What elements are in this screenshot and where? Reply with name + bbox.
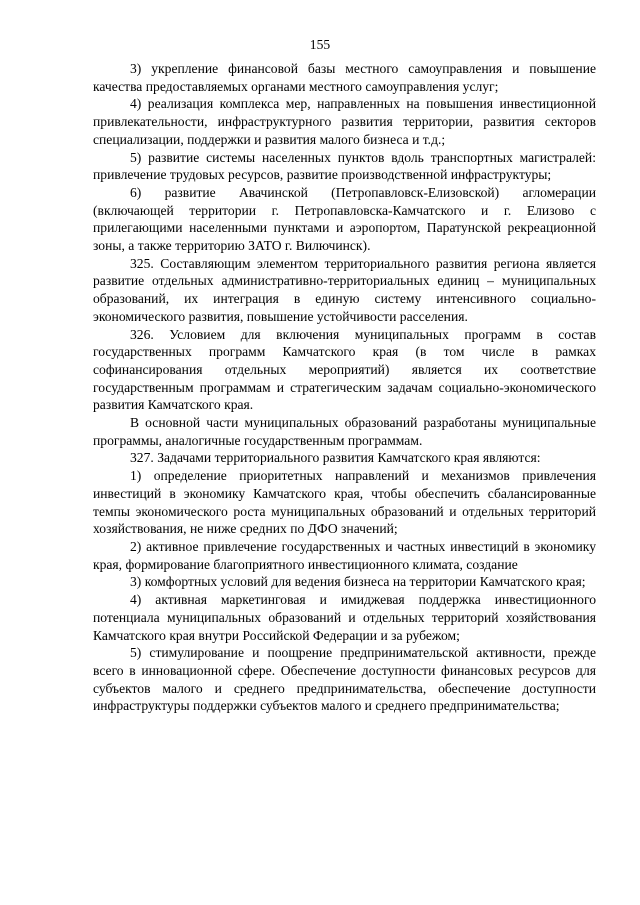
paragraph-326: 326. Условием для включения муниципальных программ в состав государственных программ Камчатского края (в том числе в рамках софинансирования отдельных мероприятий) является их соответствие государственным программам и стратегическим задачам социально-экономического развития Камчатского края. <box>93 326 596 413</box>
paragraph-325: 325. Составляющим элементом территориального развития региона является развитие отдельных административно-территориальных единиц – муниципальных образований, их интеграция в единую систему интенсивного социально-экономического развития, повышение устойчивости расселения. <box>93 255 596 324</box>
paragraph-327: 327. Задачами территориального развития Камчатского края являются: <box>130 450 541 466</box>
document-body <box>93 60 596 715</box>
paragraph-item-5: 5) развитие системы населенных пунктов вдоль транспортных магистралей: привлечение трудовых ресурсов, развитие производственной инфраструктуры; <box>93 149 596 183</box>
task-item-2: 2) активное привлечение государственных и частных инвестиций в экономику края, формирование благоприятного инвестиционного климата, создание <box>93 538 596 572</box>
paragraph-item-6: 6) развитие Авачинской (Петропавловск-Елизовской) агломерации (включающей территории г. Петропавловска-Камчатского и г. Елизово с прилегающими населенными пунктами и аэропортом, Паратунской рекреационной зоны, а также территорию ЗАТО г. Вилючинск). <box>93 184 596 254</box>
task-item-3: 3) комфортных условий для ведения бизнеса на территории Камчатского края; <box>130 574 586 590</box>
page-number: 155 <box>309 37 331 52</box>
paragraph-municipal-programs: В основной части муниципальных образований разработаны муниципальные программы, аналогичные государственным программам. <box>93 415 596 448</box>
task-item-4: 4) активная маркетинговая и имиджевая поддержка инвестиционного потенциала муниципальных образований и отдельных территорий хозяйствования Камчатского края внутри Российской Федерации и за рубежом; <box>93 592 596 643</box>
task-item-1: 1) определение приоритетных направлений и механизмов привлечения инвестиций в экономику Камчатского края, чтобы обеспечить сбалансированные темпы экономического роста муниципальных образований и отдельных территорий хозяйствования, не ниже средних по ДФО значений; <box>93 468 596 537</box>
paragraph-item-3: 3) укрепление финансовой базы местного самоуправления и повышение качества предоставляемых органами местного самоуправления услуг; <box>93 61 596 94</box>
task-item-5: 5) стимулирование и поощрение предпринимательской активности, прежде всего в инновационной сфере. Обеспечение доступности финансовых ресурсов для субъектов малого и среднего предпринимательства, обеспечение доступности инфраструктуры поддержки субъектов малого и среднего предпринимательства; <box>93 645 596 714</box>
paragraph-item-4: 4) реализация комплекса мер, направленных на повышения инвестиционной привлекательности, инфраструктурного развития территории, развития секторов специализации, поддержки и развития малого бизнеса и т.д.; <box>93 96 596 147</box>
